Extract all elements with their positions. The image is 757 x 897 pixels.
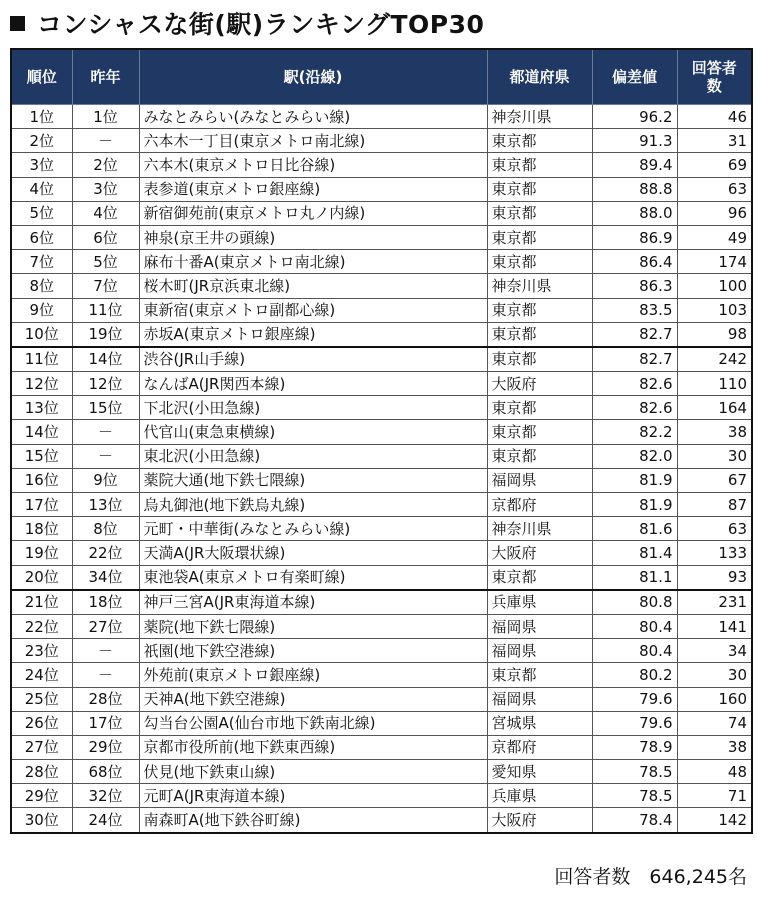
cell-rank: 4位 [11,177,72,201]
cell-rank: 26位 [11,711,72,735]
cell-station: 勾当台公園A(仙台市地下鉄南北線) [139,711,487,735]
table-row [11,372,752,396]
cell-score: 88.8 [592,177,677,201]
table-row [11,420,752,444]
cell-score: 78.4 [592,808,677,833]
cell-station: 東北沢(小田急線) [139,444,487,468]
table-row [11,493,752,517]
cell-rank: 25位 [11,687,72,711]
cell-rank: 1位 [11,105,72,129]
cell-respondents: 34 [677,639,752,663]
cell-prev-year: － [72,663,139,687]
cell-prefecture: 福岡県 [487,468,592,492]
cell-prefecture: 福岡県 [487,639,592,663]
cell-prev-year: 1位 [72,105,139,129]
cell-score: 78.9 [592,735,677,759]
cell-score: 78.5 [592,760,677,784]
cell-prev-year: 4位 [72,201,139,225]
cell-respondents: 63 [677,177,752,201]
cell-score: 86.3 [592,274,677,298]
cell-station: 烏丸御池(地下鉄烏丸線) [139,493,487,517]
cell-respondents: 69 [677,153,752,177]
table-row [11,250,752,274]
cell-station: 東新宿(東京メトロ副都心線) [139,298,487,322]
cell-respondents: 164 [677,396,752,420]
cell-prefecture: 大阪府 [487,808,592,833]
table-row [11,347,752,372]
cell-prefecture: 東京都 [487,322,592,347]
cell-prefecture: 福岡県 [487,687,592,711]
cell-prev-year: 2位 [72,153,139,177]
header-rank: 順位 [11,49,72,105]
cell-respondents: 30 [677,444,752,468]
cell-station: 京都市役所前(地下鉄東西線) [139,735,487,759]
cell-score: 82.6 [592,372,677,396]
cell-prev-year: 27位 [72,614,139,638]
cell-respondents: 242 [677,347,752,372]
cell-respondents: 93 [677,565,752,590]
cell-respondents: 48 [677,760,752,784]
cell-rank: 21位 [11,590,72,615]
cell-respondents: 87 [677,493,752,517]
cell-score: 89.4 [592,153,677,177]
cell-rank: 12位 [11,372,72,396]
cell-rank: 2位 [11,129,72,153]
cell-station: 六本木一丁目(東京メトロ南北線) [139,129,487,153]
table-row [11,396,752,420]
cell-prev-year: 6位 [72,225,139,249]
cell-score: 81.6 [592,517,677,541]
cell-rank: 20位 [11,565,72,590]
header-score: 偏差値 [592,49,677,105]
cell-rank: 13位 [11,396,72,420]
cell-station: 元町A(JR東海道本線) [139,784,487,808]
cell-rank: 3位 [11,153,72,177]
cell-score: 81.1 [592,565,677,590]
cell-prefecture: 東京都 [487,129,592,153]
cell-score: 88.0 [592,201,677,225]
cell-respondents: 63 [677,517,752,541]
cell-prev-year: 18位 [72,590,139,615]
cell-prefecture: 東京都 [487,444,592,468]
cell-score: 79.6 [592,711,677,735]
cell-respondents: 103 [677,298,752,322]
table-row [11,322,752,347]
cell-prev-year: 7位 [72,274,139,298]
cell-prefecture: 東京都 [487,565,592,590]
table-row [11,298,752,322]
cell-station: 天満A(JR大阪環状線) [139,541,487,565]
cell-score: 83.5 [592,298,677,322]
cell-rank: 27位 [11,735,72,759]
cell-respondents: 31 [677,129,752,153]
cell-respondents: 231 [677,590,752,615]
table-row [11,565,752,590]
cell-prev-year: 24位 [72,808,139,833]
cell-prev-year: 9位 [72,468,139,492]
cell-rank: 30位 [11,808,72,833]
cell-prefecture: 東京都 [487,201,592,225]
cell-prefecture: 東京都 [487,663,592,687]
cell-station: 外苑前(東京メトロ銀座線) [139,663,487,687]
cell-score: 82.7 [592,322,677,347]
cell-rank: 9位 [11,298,72,322]
cell-station: 神戸三宮A(JR東海道本線) [139,590,487,615]
table-row [11,444,752,468]
cell-prefecture: 東京都 [487,347,592,372]
cell-rank: 14位 [11,420,72,444]
cell-prev-year: 34位 [72,565,139,590]
cell-prev-year: － [72,444,139,468]
header-station: 駅(沿線) [139,49,487,105]
cell-rank: 29位 [11,784,72,808]
table-row [11,590,752,615]
cell-prefecture: 京都府 [487,735,592,759]
cell-prev-year: 12位 [72,372,139,396]
cell-station: 薬院(地下鉄七隈線) [139,614,487,638]
cell-rank: 19位 [11,541,72,565]
cell-rank: 22位 [11,614,72,638]
cell-score: 80.8 [592,590,677,615]
cell-score: 86.9 [592,225,677,249]
cell-respondents: 100 [677,274,752,298]
cell-score: 82.0 [592,444,677,468]
cell-score: 91.3 [592,129,677,153]
table-row [11,614,752,638]
table-body [11,105,752,833]
cell-rank: 6位 [11,225,72,249]
cell-prev-year: 11位 [72,298,139,322]
ranking-table [10,48,753,834]
table-row [11,541,752,565]
cell-prev-year: 17位 [72,711,139,735]
table-header-row [11,49,752,105]
cell-station: 新宿御苑前(東京メトロ丸ノ内線) [139,201,487,225]
cell-station: 下北沢(小田急線) [139,396,487,420]
cell-respondents: 30 [677,663,752,687]
cell-prev-year: 19位 [72,322,139,347]
cell-rank: 16位 [11,468,72,492]
header-prefecture: 都道府県 [487,49,592,105]
cell-station: 渋谷(JR山手線) [139,347,487,372]
cell-station: 伏見(地下鉄東山線) [139,760,487,784]
cell-prev-year: 8位 [72,517,139,541]
cell-station: 代官山(東急東横線) [139,420,487,444]
cell-respondents: 46 [677,105,752,129]
cell-prefecture: 兵庫県 [487,590,592,615]
cell-score: 79.6 [592,687,677,711]
cell-prefecture: 神奈川県 [487,105,592,129]
table-row [11,711,752,735]
cell-prev-year: 32位 [72,784,139,808]
cell-prefecture: 東京都 [487,396,592,420]
cell-respondents: 142 [677,808,752,833]
cell-score: 81.9 [592,493,677,517]
table-row [11,274,752,298]
cell-station: 桜木町(JR京浜東北線) [139,274,487,298]
cell-prefecture: 東京都 [487,225,592,249]
table-row [11,468,752,492]
cell-score: 86.4 [592,250,677,274]
cell-respondents: 174 [677,250,752,274]
cell-prefecture: 大阪府 [487,372,592,396]
cell-respondents: 49 [677,225,752,249]
cell-prev-year: － [72,420,139,444]
cell-prefecture: 京都府 [487,493,592,517]
header-prev-year: 昨年 [72,49,139,105]
cell-station: 南森町A(地下鉄谷町線) [139,808,487,833]
cell-prev-year: 13位 [72,493,139,517]
cell-rank: 23位 [11,639,72,663]
cell-rank: 15位 [11,444,72,468]
cell-respondents: 71 [677,784,752,808]
cell-score: 80.4 [592,639,677,663]
cell-score: 96.2 [592,105,677,129]
cell-rank: 18位 [11,517,72,541]
cell-station: 祇園(地下鉄空港線) [139,639,487,663]
cell-prev-year: － [72,639,139,663]
cell-rank: 28位 [11,760,72,784]
cell-rank: 8位 [11,274,72,298]
cell-respondents: 96 [677,201,752,225]
cell-prefecture: 東京都 [487,177,592,201]
respondent-total: 回答者数 646,245名 [554,866,747,888]
cell-respondents: 38 [677,420,752,444]
table-row [11,687,752,711]
cell-score: 82.6 [592,396,677,420]
cell-station: みなとみらい(みなとみらい線) [139,105,487,129]
cell-score: 80.4 [592,614,677,638]
cell-station: 薬院大通(地下鉄七隈線) [139,468,487,492]
cell-score: 82.2 [592,420,677,444]
cell-station: 赤坂A(東京メトロ銀座線) [139,322,487,347]
cell-score: 82.7 [592,347,677,372]
cell-rank: 7位 [11,250,72,274]
table-row [11,153,752,177]
cell-prev-year: 5位 [72,250,139,274]
cell-respondents: 98 [677,322,752,347]
table-row [11,105,752,129]
cell-prev-year: 3位 [72,177,139,201]
cell-prev-year: 28位 [72,687,139,711]
cell-station: 天神A(地下鉄空港線) [139,687,487,711]
cell-score: 81.4 [592,541,677,565]
cell-prefecture: 大阪府 [487,541,592,565]
cell-prefecture: 東京都 [487,153,592,177]
cell-prev-year: 14位 [72,347,139,372]
cell-prefecture: 愛知県 [487,760,592,784]
cell-prev-year: 68位 [72,760,139,784]
cell-prefecture: 宮城県 [487,711,592,735]
cell-score: 80.2 [592,663,677,687]
table-row [11,129,752,153]
page-title [10,4,484,42]
table-row [11,808,752,833]
cell-prefecture: 福岡県 [487,614,592,638]
cell-prefecture: 神奈川県 [487,517,592,541]
cell-prev-year: 15位 [72,396,139,420]
cell-rank: 17位 [11,493,72,517]
cell-station: 元町・中華街(みなとみらい線) [139,517,487,541]
square-bullet-icon [10,16,25,31]
cell-rank: 24位 [11,663,72,687]
cell-rank: 5位 [11,201,72,225]
cell-prefecture: 東京都 [487,298,592,322]
cell-rank: 10位 [11,322,72,347]
table-row [11,784,752,808]
cell-score: 78.5 [592,784,677,808]
title-text: コンシャスな街(駅)ランキングTOP30 [37,10,485,39]
cell-station: なんばA(JR関西本線) [139,372,487,396]
header-respondents: 回答者数 [677,49,752,105]
cell-prefecture: 神奈川県 [487,274,592,298]
cell-prefecture: 東京都 [487,420,592,444]
cell-respondents: 110 [677,372,752,396]
cell-respondents: 67 [677,468,752,492]
cell-rank: 11位 [11,347,72,372]
table-row [11,225,752,249]
table-row [11,639,752,663]
table-row [11,177,752,201]
table-row [11,517,752,541]
cell-station: 表参道(東京メトロ銀座線) [139,177,487,201]
cell-station: 六本木(東京メトロ日比谷線) [139,153,487,177]
table-row [11,735,752,759]
cell-respondents: 141 [677,614,752,638]
cell-respondents: 38 [677,735,752,759]
cell-respondents: 133 [677,541,752,565]
cell-prev-year: － [72,129,139,153]
table-row [11,663,752,687]
cell-respondents: 74 [677,711,752,735]
cell-prev-year: 22位 [72,541,139,565]
table-row [11,760,752,784]
cell-prefecture: 兵庫県 [487,784,592,808]
cell-score: 81.9 [592,468,677,492]
cell-prefecture: 東京都 [487,250,592,274]
cell-station: 東池袋A(東京メトロ有楽町線) [139,565,487,590]
cell-prev-year: 29位 [72,735,139,759]
cell-station: 神泉(京王井の頭線) [139,225,487,249]
cell-respondents: 160 [677,687,752,711]
cell-station: 麻布十番A(東京メトロ南北線) [139,250,487,274]
table-row [11,201,752,225]
